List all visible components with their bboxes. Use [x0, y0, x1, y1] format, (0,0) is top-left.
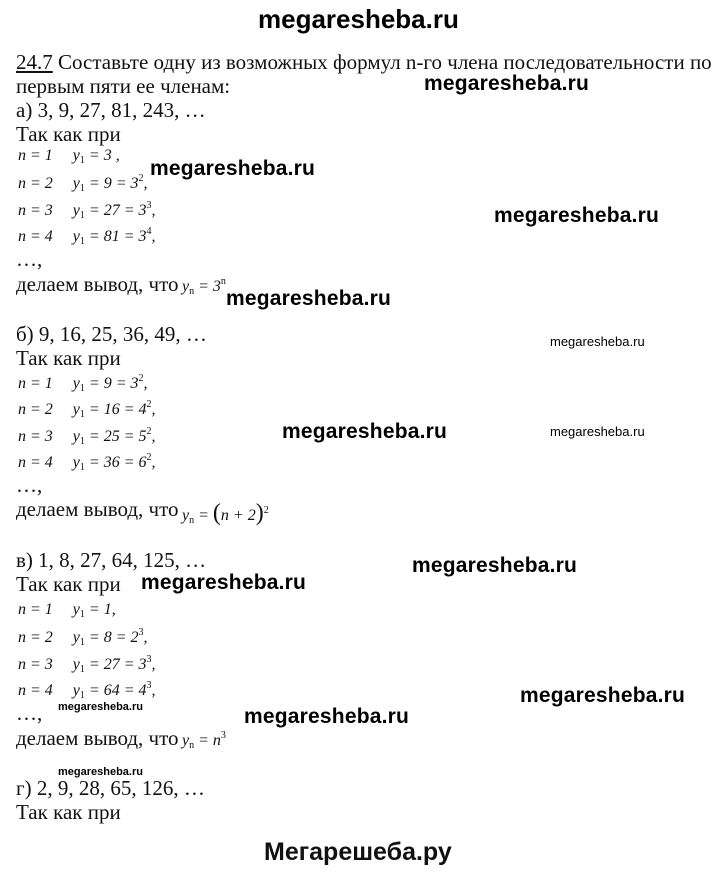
part-d-label: г) 2, 9, 28, 65, 126, … — [16, 776, 205, 800]
site-footer-title: Мегарешеба.ру — [264, 838, 452, 866]
part-b-ellipsis: …, — [16, 473, 43, 497]
part-a-formula: $y_n = 3^n$ — [182, 276, 226, 297]
part-a-label: а) 3, 9, 27, 81, 243, … — [16, 98, 206, 122]
part-b-formula: $y_n = (n + 2)^2$ — [182, 500, 269, 526]
watermark: megaresheba.ru — [141, 571, 307, 594]
part-c-conclusion: делаем вывод, что — [16, 726, 179, 750]
part-b-row-1: n = 1 $y_1 = 9 = 3^2$, — [18, 373, 148, 394]
part-d-intro: Так как при — [16, 800, 121, 824]
watermark-tiny: megaresheba.ru — [58, 701, 143, 713]
watermark-small: megaresheba.ru — [550, 424, 645, 439]
part-c-row-3: n = 3 $y_1 = 27 = 3^3$, — [18, 654, 156, 675]
part-a-conclusion: делаем вывод, что — [16, 272, 179, 296]
task-statement-line1 — [16, 50, 712, 75]
part-c-label: в) 1, 8, 27, 64, 125, … — [16, 548, 207, 572]
part-b-conclusion: делаем вывод, что — [16, 497, 179, 521]
watermark: megaresheba.ru — [424, 72, 590, 95]
part-a-row-4: n = 4 $y_1 = 81 = 3^4$, — [18, 226, 156, 247]
part-a-row-2: n = 2 $y_1 = 9 = 3^2$, — [18, 173, 148, 194]
watermark: megaresheba.ru — [226, 287, 392, 310]
part-b-row-3: n = 3 $y_1 = 25 = 5^2$, — [18, 426, 156, 447]
part-b-intro: Так как при — [16, 346, 121, 370]
part-c-row-1: n = 1 $y_1 = 1$, — [18, 601, 116, 620]
part-b-row-4: n = 4 $y_1 = 36 = 6^2$, — [18, 452, 156, 473]
part-b-label: б) 9, 16, 25, 36, 49, … — [16, 322, 207, 346]
part-c-row-2: n = 2 $y_1 = 8 = 2^3$, — [18, 627, 148, 648]
part-a-ellipsis: …, — [16, 247, 43, 271]
task-statement-line2: первым пяти ее членам: — [16, 74, 231, 98]
task-statement-text: Составьте одну из возможных формул n-го члена последовательности по — [58, 50, 712, 74]
part-c-row-4: n = 4 $y_1 = 64 = 4^3$, — [18, 680, 156, 701]
task-number: 24.7 — [16, 50, 53, 74]
watermark: megaresheba.ru — [412, 554, 578, 577]
part-a-intro: Так как при — [16, 122, 121, 146]
part-a-row-1: n = 1 $y_1 = 3$ , — [18, 147, 120, 166]
part-a-row-3: n = 3 $y_1 = 27 = 3^3$, — [18, 200, 156, 221]
watermark: megaresheba.ru — [494, 204, 660, 227]
part-b-row-2: n = 2 $y_1 = 16 = 4^2$, — [18, 399, 156, 420]
part-c-intro: Так как при — [16, 572, 121, 596]
watermark-tiny: megaresheba.ru — [58, 766, 143, 778]
watermark: megaresheba.ru — [150, 157, 316, 180]
watermark: megaresheba.ru — [244, 705, 410, 728]
part-c-formula: $y_n = n^3$ — [182, 730, 226, 751]
watermark: megaresheba.ru — [282, 420, 448, 443]
watermark-small: megaresheba.ru — [550, 334, 645, 349]
part-c-ellipsis: …, — [16, 701, 43, 725]
watermark: megaresheba.ru — [520, 684, 686, 707]
site-header-title: megaresheba.ru — [258, 4, 459, 34]
